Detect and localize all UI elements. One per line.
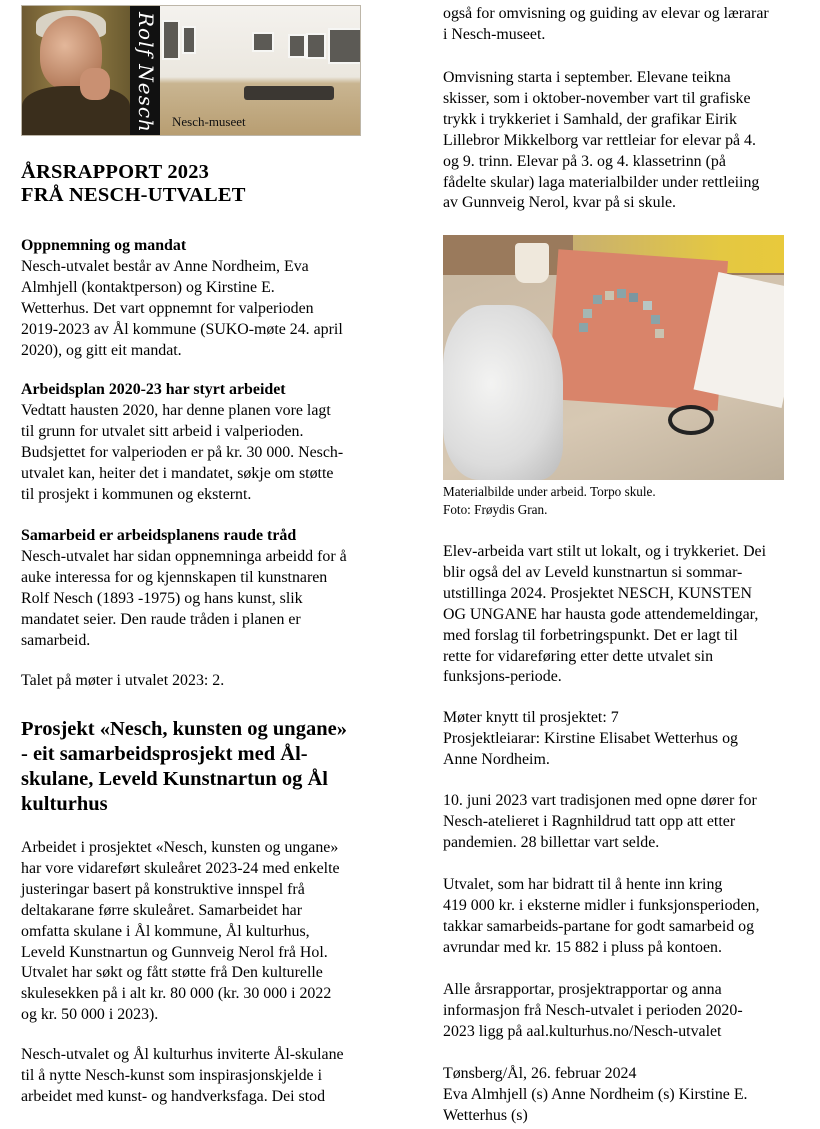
text-line: deltakarane førre skuleåret. Samarbeidet har	[21, 901, 303, 919]
text-line: avrundar med kr. 15 882 i pluss på kontoen.	[443, 938, 722, 956]
text-line: fådelte skular) laga materialbilder under rettleiing	[443, 173, 760, 191]
text-line: Omvisning starta i september. Elevane teikna	[443, 69, 731, 86]
text-line: Tønsberg/Ål, 26. februar 2024	[443, 1065, 637, 1082]
section-samarbeid	[21, 526, 391, 651]
paragraph-rapportar	[443, 980, 805, 1043]
text-line: skulesekken på i alt kr. 80 000 (kr. 30 000 i 2022	[21, 985, 332, 1003]
text-line: auke interessa for og kjennskapen til kunstnaren	[21, 568, 328, 586]
text-line: 419 000 kr. i eksterne midler i funksjonsperioden,	[443, 896, 760, 914]
section-mandat	[21, 236, 391, 361]
text-line: til grunn for utvalet sitt arbeid i valperioden.	[21, 422, 304, 440]
text-line: informasjon frå Nesch-utvalet i perioden 2020-	[443, 1001, 743, 1019]
text-line: Rolf Nesch (1893 -1975) og hans kunst, slik	[21, 589, 303, 607]
paragraph-omvisning	[443, 68, 805, 214]
text-line: samarbeid.	[21, 631, 91, 649]
text-line: OG UNGANE har hausta gode attendemeldingar,	[443, 605, 759, 623]
text-line: blir også del av Leveld kunstnartun si sommar-	[443, 563, 743, 581]
text-line: utstillinga 2024. Prosjektet NESCH, KUNSTEN	[443, 584, 752, 602]
text-line: takkar samarbeids-partane for godt samarbeid og	[443, 917, 755, 935]
text-line: Anne Nordheim.	[443, 750, 550, 768]
text-line: skisser, som i oktober-november vart til grafiske	[443, 89, 751, 107]
paragraph-elevarbeid	[443, 542, 805, 688]
text-line: Arbeidet i prosjektet «Nesch, kunsten og ungane»	[21, 839, 339, 856]
section-heading: Samarbeid er arbeidsplanens raude tråd	[21, 527, 297, 544]
paragraph-midlar	[443, 875, 805, 959]
text-line: pandemien. 28 billettar vart selde.	[443, 833, 660, 851]
text-line: til å nytte Nesch-kunst som inspirasjonskjelde i	[21, 1066, 322, 1084]
text-line: av Gunnveig Nerol, kvar på si skule.	[443, 194, 677, 212]
text-line: 2020), og gitt eit mandat.	[21, 341, 182, 359]
meeting-count: Talet på møter i utvalet 2023: 2.	[21, 672, 225, 689]
text-line: Møter knytt til prosjektet: 7	[443, 709, 619, 726]
paragraph-prosjekt-info	[443, 708, 805, 771]
text-line: Utvalet har søkt og fått støtte frå Den kulturelle	[21, 964, 323, 982]
text-line: Lillebror Mikkelborg var rettleiar for elevar på 4.	[443, 131, 756, 149]
text-line: arbeidet med kunst- og handverksfaga. Dei stod	[21, 1087, 326, 1105]
text-line: 2023 ligg på aal.kulturhus.no/Nesch-utvalet	[443, 1022, 722, 1040]
section-arbeidsplan	[21, 380, 391, 505]
caption-line: Foto: Frøydis Gran.	[443, 502, 548, 517]
text-line: Elev-arbeida vart stilt ut lokalt, og i trykkeriet. Dei	[443, 543, 767, 560]
text-line: trykk i trykkeriet i Samhald, der grafikar Eirik	[443, 110, 737, 128]
photo-materialbilde	[443, 235, 784, 480]
text-line: Nesch-utvalet består av Anne Nordheim, Eva	[21, 257, 309, 275]
text-line: Nesch-utvalet og Ål kulturhus inviterte Ål-skulane	[21, 1046, 344, 1063]
text-line: Nesch-utvalet har sidan oppnemninga arbeidd for å	[21, 547, 347, 565]
paragraph-continued	[443, 4, 805, 46]
text-line: Eva Almhjell (s) Anne Nordheim (s) Kirstine E.	[443, 1085, 748, 1103]
text-line: Leveld Kunstnartun og Gunnveig Nerol frå Hol.	[21, 943, 328, 961]
text-line: justeringar basert på konstruktive innspel frå	[21, 880, 305, 898]
text-line: i Nesch-museet.	[443, 25, 546, 43]
section-heading: Oppnemning og mandat	[21, 237, 187, 254]
signature-block	[443, 1064, 805, 1127]
photo-caption	[443, 483, 656, 519]
text-line: Wetterhus. Det vart oppnemnt for valperioden	[21, 299, 314, 317]
caption-line: Materialbilde under arbeid. Torpo skule.	[443, 484, 656, 499]
text-line: også for omvisning og guiding av elevar og lærarar	[443, 5, 769, 22]
portrait-rolf-nesch	[22, 6, 130, 135]
text-line: med forslag til forbetringspunkt. Det er lagt til	[443, 626, 738, 644]
text-line: utvalet kan, heiter det i mandatet, søkje om støtte	[21, 464, 334, 482]
text-line: funksjons-periode.	[443, 668, 562, 686]
text-line: Nesch-atelieret i Ragnhildrud tatt opp att etter	[443, 812, 736, 830]
project-paragraph-1	[21, 838, 391, 1026]
museum-label: Nesch-museet	[172, 114, 246, 129]
text-line: til prosjekt i kommunen og eksternt.	[21, 485, 252, 503]
paragraph-juni	[443, 791, 805, 854]
text-line: og kr. 50 000 i 2023).	[21, 1006, 159, 1024]
project-heading: Prosjekt «Nesch, kunsten og ungane» - eit samarbeidsprosjekt med Ål- skulane, Leveld Kunstnartun og Ål kulturhus	[21, 718, 347, 815]
section-moter	[21, 671, 391, 692]
project-paragraph-2	[21, 1045, 391, 1108]
text-line: Prosjektleiarar: Kirstine Elisabet Wetterhus og	[443, 729, 738, 747]
text-line: har vore vidareført skuleåret 2023-24 med enkelte	[21, 859, 340, 877]
header-image-nesch-museet	[21, 5, 361, 136]
text-line: Vedtatt hausten 2020, har denne planen vore lagt	[21, 401, 331, 419]
text-line: omfatta skulane i Ål kommune, Ål kulturhus,	[21, 922, 310, 940]
text-line: mandatet seier. Den raude tråden i planen er	[21, 610, 301, 628]
text-line: og 9. trinn. Elevar på 3. og 4. klassetrinn (på	[443, 152, 726, 170]
report-title: ÅRSRAPPORT 2023 FRÅ NESCH-UTVALET	[21, 161, 246, 206]
text-line: Wetterhus (s)	[443, 1106, 528, 1124]
signature-text: Rolf Nesch	[134, 12, 158, 133]
text-line: 10. juni 2023 vart tradisjonen med opne dører for	[443, 792, 757, 809]
text-line: rette for vidareføring etter dette utvalet sin	[443, 647, 714, 665]
text-line: Budsjettet for valperioden er på kr. 30 000. Nesch-	[21, 443, 344, 461]
signature-strip	[130, 6, 160, 135]
section-heading: Arbeidsplan 2020-23 har styrt arbeidet	[21, 381, 286, 398]
text-line: Alle årsrapportar, prosjektrapportar og anna	[443, 981, 722, 998]
text-line: Almhjell (kontaktperson) og Kirstine E.	[21, 278, 275, 296]
text-line: 2019-2023 av Ål kommune (SUKO-møte 24. april	[21, 320, 343, 338]
text-line: Utvalet, som har bidratt til å hente inn kring	[443, 876, 723, 893]
